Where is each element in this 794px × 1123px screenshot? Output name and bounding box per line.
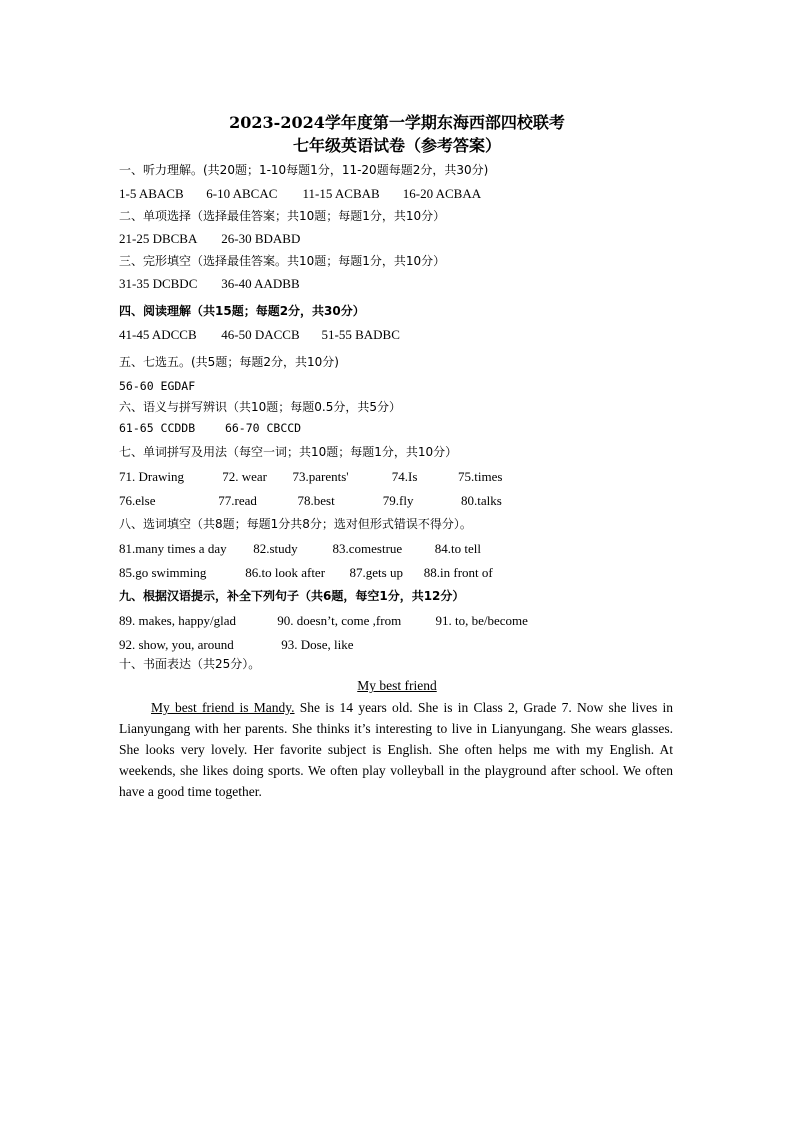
section-8-heading: 八、选词填空（共8题；每题1分共8分；选对但形式错误不得分）。 xyxy=(119,517,472,531)
answer-item: 81.many times a day xyxy=(119,541,227,556)
section-4-answers xyxy=(119,327,400,343)
section-5-answers: 56-60 EGDAF xyxy=(119,379,196,393)
section-7-row-2 xyxy=(119,493,502,509)
answer-group: 6-10 ABCAC xyxy=(206,186,278,201)
answer-group: 31-35 DCBDC xyxy=(119,276,198,291)
answer-item: 87.gets up xyxy=(349,565,403,580)
answer-item: 90. doesn’t, come ,from xyxy=(277,613,402,628)
answer-item: 77.read xyxy=(218,493,257,508)
section-7-heading: 七、单词拼写及用法（每空一词；共10题；每题1分，共10分） xyxy=(119,445,458,459)
answer-item: 80.talks xyxy=(461,493,502,508)
answer-item: 93. Dose, like xyxy=(281,637,354,652)
answer-item: 71. Drawing xyxy=(119,469,184,484)
section-2-heading: 二、单项选择（选择最佳答案；共10题；每题1分，共10分） xyxy=(119,209,446,223)
page-title: 2023-2024学年度第一学期东海西部四校联考 xyxy=(229,113,565,132)
answer-item: 83.comestrue xyxy=(332,541,403,556)
essay-first-sentence: My best friend is Mandy. xyxy=(151,700,295,715)
section-5-heading: 五、七选五。(共5题；每题2分，共10分) xyxy=(119,355,339,369)
answer-group: 16-20 ACBAA xyxy=(402,186,482,201)
essay-title xyxy=(0,678,794,694)
section-2-answers xyxy=(119,231,300,247)
answer-item: 86.to look after xyxy=(245,565,326,580)
section-3-heading: 三、完形填空（选择最佳答案。共10题；每题1分，共10分） xyxy=(119,254,446,268)
answer-item: 88.in front of xyxy=(423,565,493,580)
answer-group: 36-40 AADBB xyxy=(221,276,300,291)
page-subtitle: 七年级英语试卷（参考答案） xyxy=(292,136,501,155)
answer-group: 46-50 DACCB xyxy=(221,327,300,342)
answer-item: 89. makes, happy/glad xyxy=(119,613,236,628)
section-9-row-1 xyxy=(119,613,528,629)
section-7-row-1 xyxy=(119,469,502,485)
answer-group: 21-25 DBCBA xyxy=(119,231,198,246)
section-10-heading: 十、书面表达（共25分）。 xyxy=(119,657,261,671)
section-9-heading: 九、根据汉语提示，补全下列句子（共6题，每空1分，共12分） xyxy=(119,589,465,603)
answer-item: 75.times xyxy=(458,469,503,484)
answer-group: 41-45 ADCCB xyxy=(119,327,197,342)
answer-item: 72. wear xyxy=(222,469,268,484)
answer-group: 51-55 BADBC xyxy=(321,327,400,342)
answer-item: 92. show, you, around xyxy=(119,637,234,652)
section-6-heading: 六、语义与拼写辨识（共10题；每题0.5分，共5分） xyxy=(119,400,401,414)
answer-group: 26-30 BDABD xyxy=(221,231,301,246)
section-3-answers xyxy=(119,276,300,292)
answer-item: 84.to tell xyxy=(434,541,481,556)
section-8-row-1 xyxy=(119,541,481,557)
section-6-answers xyxy=(119,420,301,436)
answer-item: 74.Is xyxy=(391,469,418,484)
answer-item: 73.parents' xyxy=(292,469,349,484)
section-1-heading: 一、听力理解。(共20题；1-10每题1分，11-20题每题2分，共30分) xyxy=(119,163,489,177)
section-9-row-2 xyxy=(119,637,353,653)
essay-body xyxy=(119,697,673,802)
essay-title-text: My best friend xyxy=(357,678,437,693)
essay-text: She is 14 years old. She is in Class 2, Grade 7. Now she lives in Lianyungang with her parents. She thinks it’s interesting to live in Lianyungang. She wears glasses. She looks very lovely. Her favorite subject is English. She often helps me with my English. At weekends, she likes doing sports. We often play volleyball in the playground after school. We often have a good time together. xyxy=(119,700,674,799)
answer-group: 66-70 CBCCD xyxy=(224,421,302,435)
answer-item: 82.study xyxy=(253,541,298,556)
answer-item: 85.go swimming xyxy=(119,565,207,580)
answer-item: 78.best xyxy=(297,493,335,508)
answer-group: 1-5 ABACB xyxy=(119,186,184,201)
answer-item: 91. to, be/become xyxy=(435,613,528,628)
answer-group: 11-15 ACBAB xyxy=(302,186,380,201)
section-1-answers xyxy=(119,186,481,202)
answer-group: 61-65 CCDDB xyxy=(119,421,196,435)
answer-item: 79.fly xyxy=(382,493,414,508)
answer-item: 76.else xyxy=(119,493,156,508)
section-4-heading: 四、阅读理解（共15题；每题2分，共30分） xyxy=(119,304,365,318)
section-8-row-2 xyxy=(119,565,493,581)
